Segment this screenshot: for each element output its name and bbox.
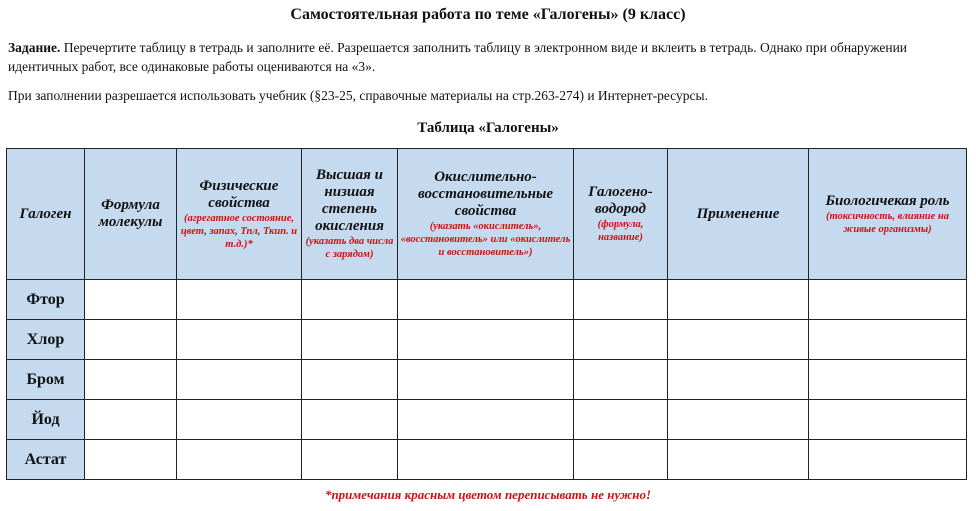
table-cell[interactable] — [302, 360, 398, 400]
table-row — [7, 360, 967, 400]
table-title: Таблица «Галогены» — [417, 120, 559, 136]
header-label: Формула молекулы — [98, 197, 163, 230]
table-cell[interactable] — [668, 440, 809, 480]
header-label: Применение — [696, 205, 780, 222]
table-cell[interactable] — [398, 400, 574, 440]
header-label: Галоген — [19, 205, 72, 222]
table-cell[interactable] — [574, 400, 668, 440]
table-cell[interactable] — [85, 280, 177, 320]
table-cell[interactable] — [177, 280, 302, 320]
header-note: (агрегатное состояние, цвет, запах, Тпл, Ткип. и т.д.)* — [180, 212, 298, 250]
header-note: (указать два числа с зарядом) — [305, 236, 394, 260]
task-text: Перечертите таблицу в тетрадь и заполните её. Разрешается заполнить таблицу в электронном виде и вклеить в тетрадь. Однако при обнаружении идентичных работ, все одинаковые работы оцениваются на «3». — [8, 40, 908, 74]
header-formula — [85, 149, 177, 280]
table-cell[interactable] — [668, 400, 809, 440]
table-row — [7, 440, 967, 480]
table-cell[interactable] — [574, 440, 668, 480]
table-cell[interactable] — [809, 360, 967, 400]
row-header-bromine: Бром — [7, 360, 85, 400]
table-cell[interactable] — [302, 440, 398, 480]
header-application — [668, 149, 809, 280]
table-cell[interactable] — [574, 360, 668, 400]
table-cell[interactable] — [85, 320, 177, 360]
usage-note: При заполнении разрешается использовать учебник (§23-25, справочные материалы на стр.263-274) и Интернет-ресурсы. — [8, 88, 708, 103]
table-cell[interactable] — [809, 320, 967, 360]
table-cell[interactable] — [177, 400, 302, 440]
row-header-fluorine: Фтор — [7, 280, 85, 320]
header-hydrogen-halide — [574, 149, 668, 280]
header-halogen — [7, 149, 85, 280]
header-bio-role — [809, 149, 967, 280]
header-note: (токсичность, влияние на живые организмы) — [825, 210, 950, 235]
header-label: Физические свойства — [199, 177, 279, 211]
table-row — [7, 400, 967, 440]
header-oxidation — [302, 149, 398, 280]
table-cell[interactable] — [398, 440, 574, 480]
table-cell[interactable] — [85, 440, 177, 480]
table-cell[interactable] — [668, 280, 809, 320]
table-cell[interactable] — [574, 280, 668, 320]
header-label: Галогено-водород — [588, 184, 653, 217]
header-label: Биологичекая роль — [825, 192, 950, 209]
table-cell[interactable] — [302, 280, 398, 320]
header-note: (указать «окислитель», «восстановитель» или «окислитель и восстановитель») — [400, 221, 571, 258]
task-paragraph — [8, 38, 968, 76]
footer-note: *примечания красным цветом переписывать не нужно! — [324, 487, 652, 502]
row-header-astatine: Астат — [7, 440, 85, 480]
table-cell[interactable] — [85, 360, 177, 400]
table-cell[interactable] — [398, 320, 574, 360]
table-cell[interactable] — [177, 440, 302, 480]
table-cell[interactable] — [668, 360, 809, 400]
table-cell[interactable] — [809, 280, 967, 320]
table-cell[interactable] — [398, 280, 574, 320]
header-label: Окислительно-восстановительные свойства — [417, 169, 554, 219]
halogens-table — [6, 148, 967, 480]
table-cell[interactable] — [398, 360, 574, 400]
table-cell[interactable] — [85, 400, 177, 440]
page-title: Самостоятельная работа по теме «Галогены» (9 класс) — [290, 6, 686, 23]
task-label: Задание. — [8, 40, 61, 55]
table-cell[interactable] — [668, 320, 809, 360]
table-cell[interactable] — [302, 320, 398, 360]
table-cell[interactable] — [177, 360, 302, 400]
row-header-chlorine: Хлор — [7, 320, 85, 360]
table-cell[interactable] — [809, 440, 967, 480]
table-cell[interactable] — [574, 320, 668, 360]
header-label: Высшая и низшая степень окисления — [315, 167, 384, 234]
row-header-iodine: Йод — [7, 400, 85, 440]
table-cell[interactable] — [809, 400, 967, 440]
table-cell[interactable] — [177, 320, 302, 360]
header-note: (формула, название) — [597, 219, 644, 243]
header-row — [7, 149, 967, 280]
table-row — [7, 320, 967, 360]
header-redox — [398, 149, 574, 280]
header-physical — [177, 149, 302, 280]
table-row — [7, 280, 967, 320]
table-cell[interactable] — [302, 400, 398, 440]
